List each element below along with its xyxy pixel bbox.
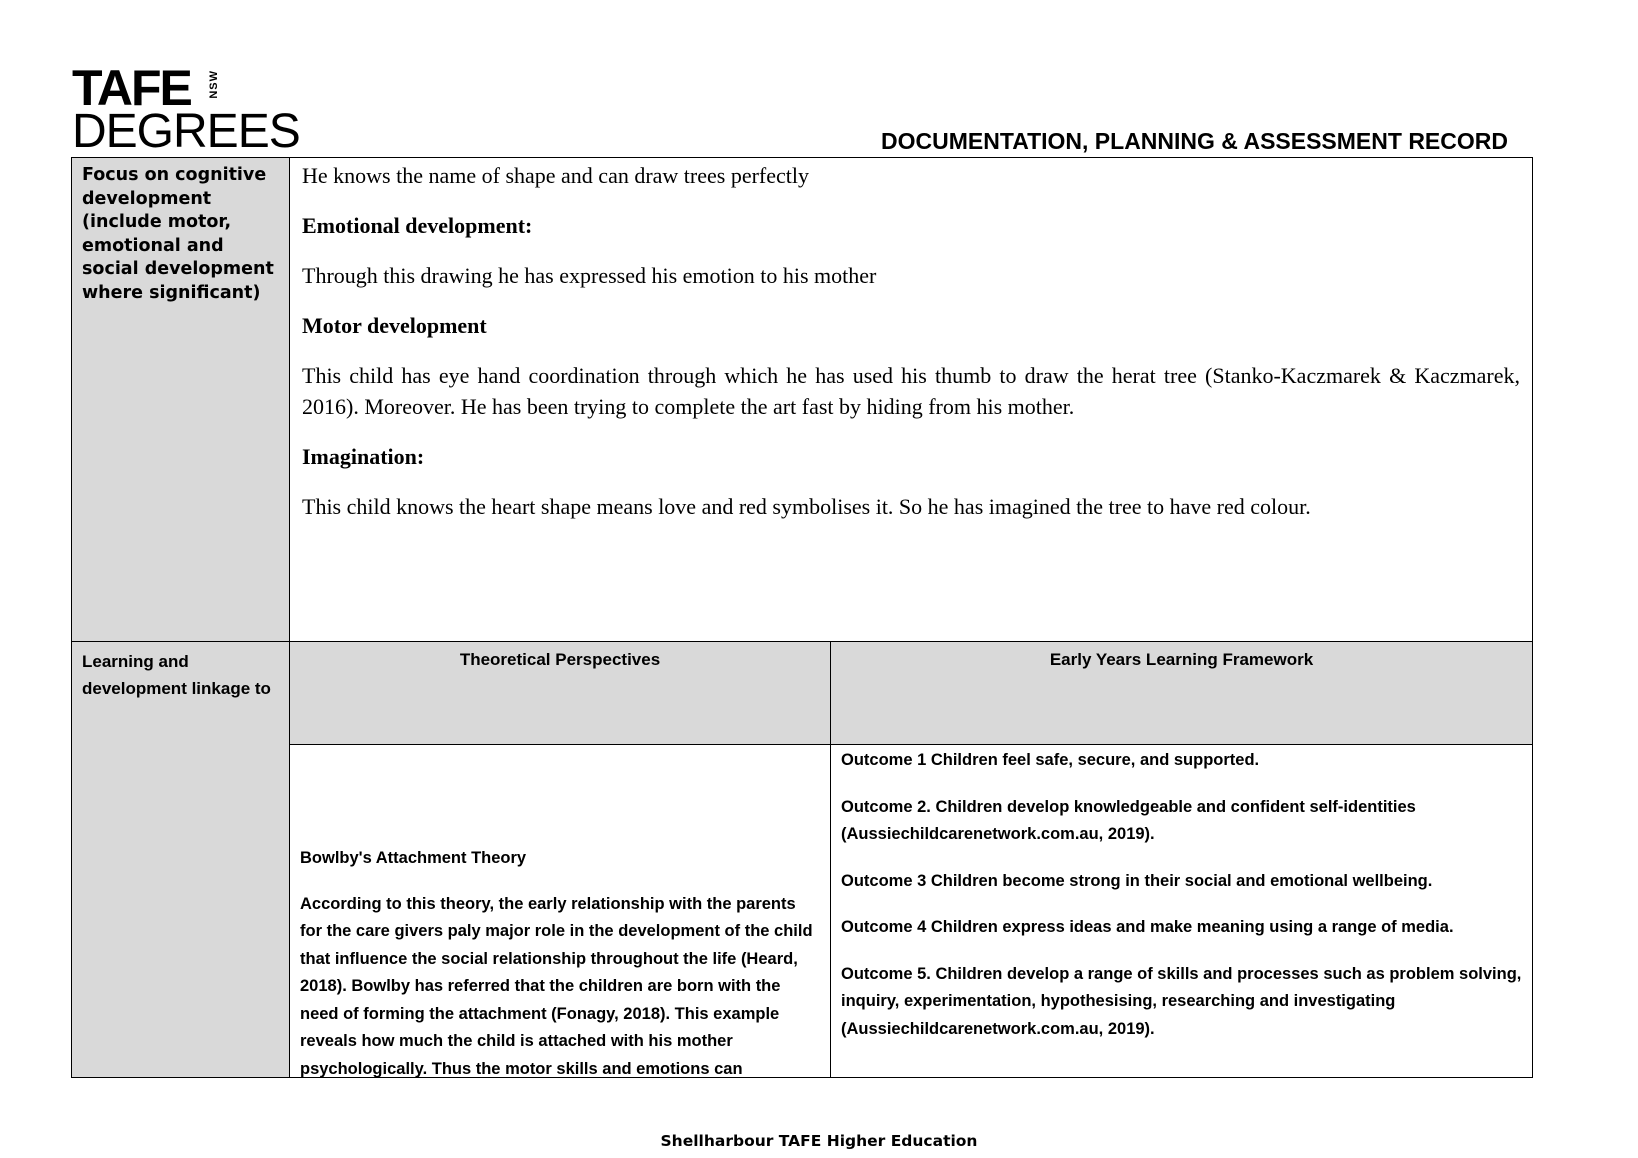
focus-content bbox=[290, 158, 1532, 642]
emotional-heading: Emotional development: bbox=[302, 213, 533, 238]
eylf-content bbox=[831, 745, 1532, 1077]
outcome-item: Outcome 5. Children develop a range of skills and processes such as problem solving, inquiry, experimentation, hypothesising, researching and investigating (Aussiechildcarenetwork.com.au, 2019). bbox=[841, 964, 1522, 1038]
theory-content bbox=[290, 745, 831, 1077]
outcome-item: Outcome 2. Children develop knowledgeable and confident self-identities (Aussiechildcarenetwork.com.au, 2019). bbox=[841, 797, 1416, 843]
outcome-item: Outcome 4 Children express ideas and make meaning using a range of media. bbox=[841, 918, 1454, 936]
motor-heading: Motor development bbox=[302, 313, 487, 338]
theory-text: According to this theory, the early relationship with the parents for the care givers paly major role in the development of the child that influence the social relationship throughout the life (Heard, 2018). Bowlby has referred that the children are born with the need of forming the attachment (Fonagy, 2018). This example reveals how much the child is attached with his mother psychologically. Thus the motor skills and emotions can bbox=[300, 894, 813, 1077]
imagination-text: This child knows the heart shape means love and red symbolises it. So he has imagined the tree to have red colour. bbox=[302, 494, 1311, 519]
theory-title: Bowlby's Attachment Theory bbox=[300, 849, 527, 867]
logo-degrees-text: DEGREES bbox=[72, 105, 300, 158]
page-footer: Shellharbour TAFE Higher Education bbox=[660, 1132, 978, 1150]
emotional-text: Through this drawing he has expressed his emotion to his mother bbox=[302, 263, 877, 288]
learning-label: Learning and development linkage to bbox=[72, 642, 290, 1077]
outcome-item: Outcome 3 Children become strong in their social and emotional wellbeing. bbox=[841, 871, 1433, 890]
imagination-heading: Imagination: bbox=[302, 444, 425, 469]
record-table bbox=[71, 157, 1533, 1078]
document-title: DOCUMENTATION, PLANNING & ASSESSMENT RECORD bbox=[881, 128, 1508, 154]
eylf-header: Early Years Learning Framework bbox=[831, 642, 1532, 745]
focus-label: Focus on cognitive development (include motor, emotional and social development where significant) bbox=[72, 158, 290, 642]
focus-intro: He knows the name of shape and can draw trees perfectly bbox=[302, 163, 810, 188]
logo-tafe-text: TAFE bbox=[72, 60, 191, 116]
tafe-degrees-logo bbox=[72, 60, 312, 158]
outcome-item: Outcome 1 Children feel safe, secure, and supported. bbox=[841, 751, 1260, 769]
logo-nsw-text: NSW bbox=[208, 70, 220, 99]
theory-header: Theoretical Perspectives bbox=[290, 642, 831, 745]
motor-text: This child has eye hand coordination through which he has used his thumb to draw the herat tree (Stanko-Kaczmarek & Kaczmarek, 2016). Moreover. He has been trying to complete the art fast by hiding from his mother. bbox=[302, 363, 1520, 419]
